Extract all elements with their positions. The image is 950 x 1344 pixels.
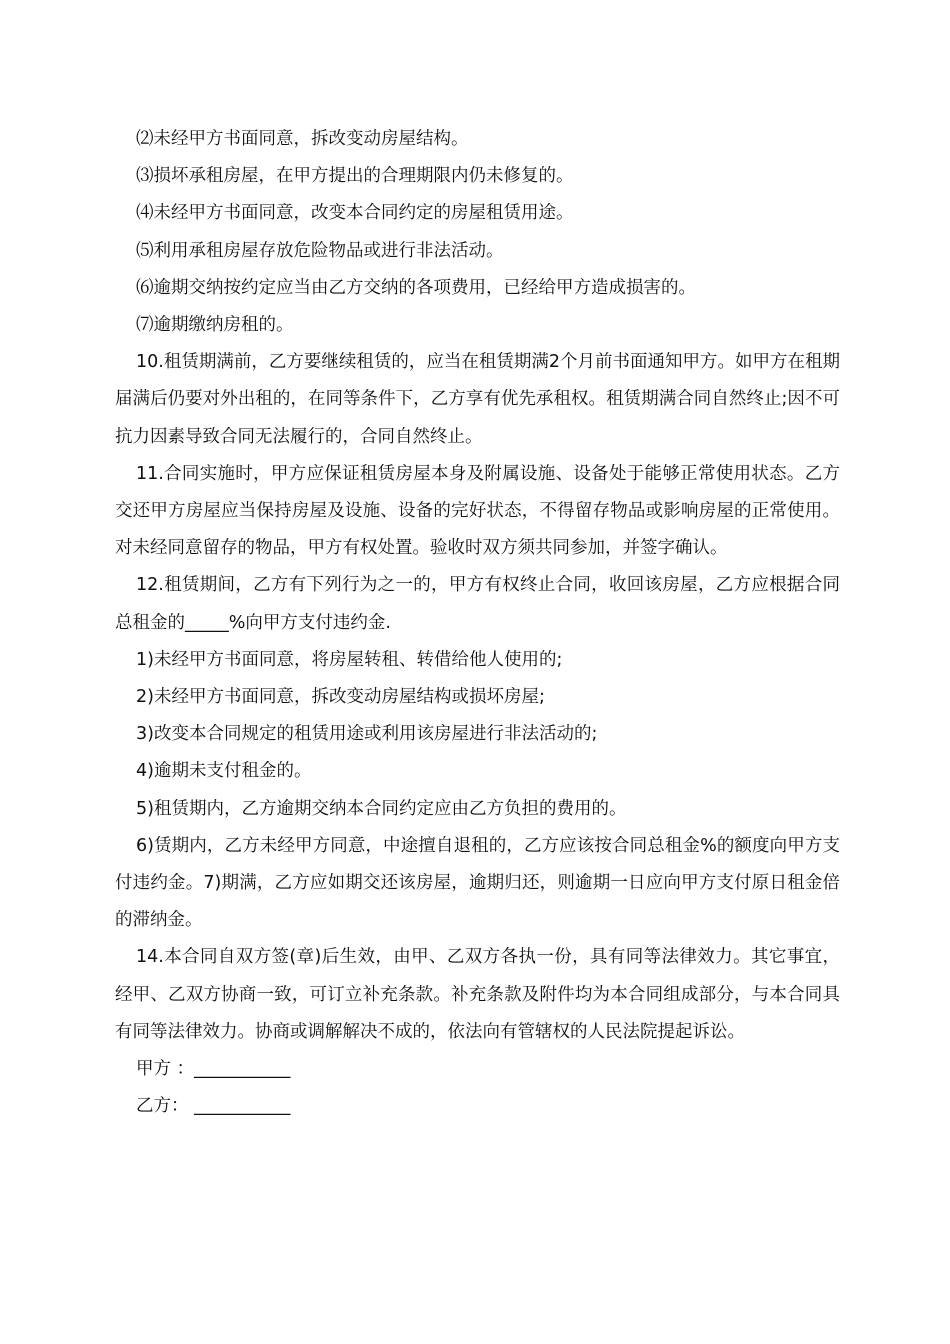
clause-14: 14.本合同自双方签(章)后生效，由甲、乙双方各执一份，具有同等法律效力。其它事宜，经甲、乙双方协商一致，可订立补充条款。补充条款及附件均为本合同组成部分，与本合同具有同等法律效力。协商或调解解决不成的，依法向有管辖权的人民法院提起诉讼。 [115, 947, 840, 1042]
clause-12-item-2: 2)未经甲方书面同意，拆改变动房屋结构或损坏房屋; [136, 687, 545, 708]
clause-12-item-6: 6)赁期内，乙方未经甲方同意，中途擅自退租的，乙方应该按合同总租金%的额度向甲方支付违约金。7)期满，乙方应如期交还该房屋，逾期归还，则逾期一日应向甲方支付原日租金倍的滞纳金。 [115, 835, 840, 931]
clause-12-item-1: 1)未经甲方书面同意，将房屋转租、转借给他人使用的; [136, 649, 563, 670]
clause-item-7: ⑺逾期缴纳房租的。 [136, 315, 294, 336]
clause-12-item-3: 3)改变本合同规定的租赁用途或利用该房屋进行非法活动的; [136, 724, 598, 745]
clause-12: 12.租赁期间，乙方有下列行为之一的，甲方有权终止合同，收回该房屋，乙方应根据合同总租金的_____%向甲方支付违约金. [115, 575, 840, 633]
clause-item-5: ⑸利用承租房屋存放危险物品或进行非法活动。 [136, 240, 504, 261]
clause-item-6: ⑹逾期交纳按约定应当由乙方交纳的各项费用，已经给甲方造成损害的。 [136, 277, 696, 298]
clause-item-2: ⑵未经甲方书面同意，拆改变动房屋结构。 [136, 129, 469, 149]
party-a-signature: 甲方 ：___________ [136, 1059, 291, 1080]
clause-11: 11.合同实施时，甲方应保证租赁房屋本身及附属设施、设备处于能够正常使用状态。乙方交还甲方房屋应当保持房屋及设施、设备的完好状态，不得留存物品或影响房屋的正常使用。对未经同意留存的物品，甲方有权处置。验收时双方须共同参加，并签字确认。 [115, 463, 840, 559]
clause-10: 10.租赁期满前，乙方要继续租赁的，应当在租赁期满2个月前书面通知甲方。如甲方在租期届满后仍要对外出租的，在同等条件下，乙方享有优先承租权。租赁期满合同自然终止;因不可抗力因素导致合同无法履行的，合同自然终止。 [115, 352, 840, 447]
party-b-signature: 乙方： ___________ [136, 1096, 291, 1117]
clause-12-item-4: 4)逾期未支付租金的。 [136, 761, 312, 782]
clause-item-4: ⑷未经甲方书面同意，改变本合同约定的房屋租赁用途。 [136, 203, 574, 224]
clause-item-3: ⑶损坏承租房屋，在甲方提出的合理期限内仍未修复的。 [136, 166, 574, 187]
clause-12-item-5: 5)租赁期内，乙方逾期交纳本合同约定应由乙方负担的费用的。 [136, 798, 627, 819]
contract-body [115, 121, 840, 1125]
